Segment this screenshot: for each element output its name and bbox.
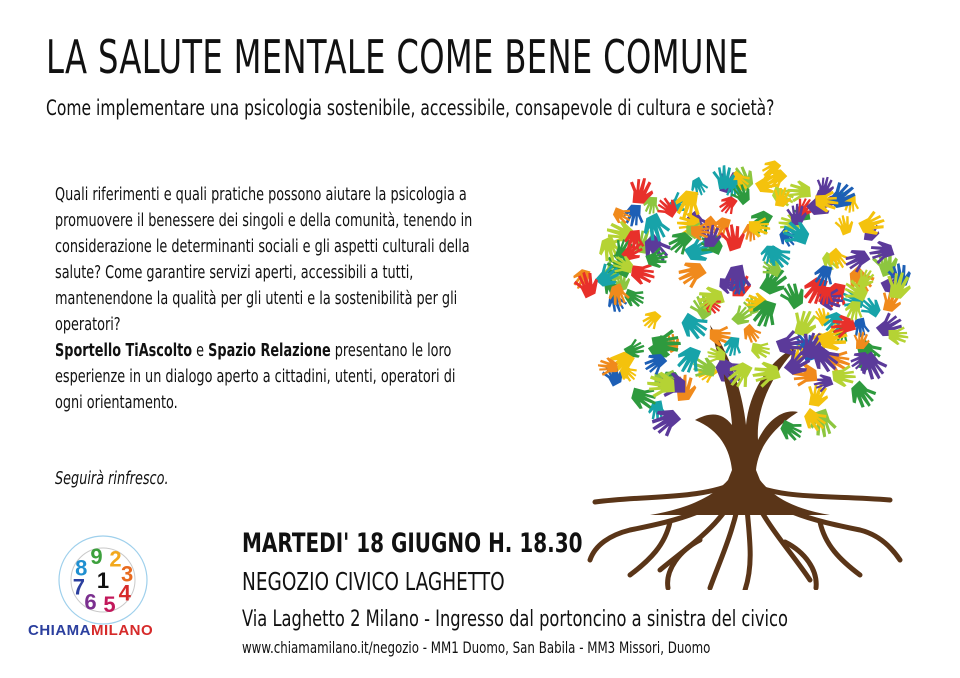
description-line: salute? Come garantire servizi aperti, accessibili a tutti,: [55, 263, 414, 283]
description-line: ogni orientamento.: [55, 393, 178, 413]
closing-note: Seguirà rinfresco.: [55, 469, 169, 489]
hand-leaf: [639, 307, 664, 332]
event-website: www.chiamamilano.it/negozio - MM1 Duomo, San Babila - MM3 Missori, Duomo: [242, 638, 711, 657]
hand-leaves: [570, 157, 914, 445]
event-subtitle: Come implementare una psicologia sostenibile, accessibile, consapevole di cultura e società?: [46, 96, 775, 120]
description-line: mantenendone la qualità per gli utenti e la sostenibilità per gli: [55, 289, 458, 309]
logo-digit: 2: [109, 546, 122, 572]
hand-leaf: [673, 256, 709, 292]
hand-leaf: [750, 340, 772, 361]
logo-word-chiama: CHIAMA: [28, 622, 91, 639]
description-line: esperienze in un dialogo aperto a cittadini, utenti, operatori di: [55, 367, 456, 387]
logo-digit: 7: [72, 574, 86, 600]
presenters-line: [55, 338, 567, 364]
hand-leaf: [833, 213, 856, 237]
event-title: LA SALUTE MENTALE COME BENE COMUNE: [46, 30, 749, 84]
tree-of-hands-illustration: [570, 150, 915, 590]
logo-digit: 8: [75, 555, 88, 581]
event-date: MARTEDI' 18 GIUGNO H. 18.30: [242, 528, 583, 559]
org-spazio-relazione: Spazio Relazione: [208, 341, 331, 361]
hand-leaf: [777, 279, 810, 312]
presenters-rest: presentano le loro: [330, 341, 452, 361]
logo-digit: 4: [118, 580, 131, 606]
org-tiascolto: Sportello TiAscolto: [55, 341, 193, 361]
event-address: Via Laghetto 2 Milano - Ingresso dal portoncino a sinistra del civico: [242, 607, 788, 632]
logo-digit: 6: [84, 589, 97, 615]
logo-digit: 3: [120, 561, 134, 587]
logo-center-digit: 1: [96, 568, 110, 593]
logo-digit: 5: [103, 592, 116, 618]
conjunction: e: [192, 341, 209, 361]
description: [55, 182, 567, 416]
description-line: promuovere il benessere dei singoli e della comunità, tenendo in: [55, 211, 473, 231]
logo-word-milano: MILANO: [91, 622, 154, 639]
event-venue: NEGOZIO CIVICO LAGHETTO: [242, 567, 505, 596]
logo-wordmark: [28, 622, 153, 639]
description-line: Quali riferimenti e quali pratiche possono aiutare la psicologia a: [55, 185, 467, 205]
root-branch: [668, 540, 700, 588]
description-line: operatori?: [55, 315, 121, 335]
logo-digit: 9: [90, 543, 103, 569]
description-line: considerazione le determinanti sociali e gli aspetti culturali della: [55, 237, 470, 257]
hand-leaf: [841, 244, 873, 275]
